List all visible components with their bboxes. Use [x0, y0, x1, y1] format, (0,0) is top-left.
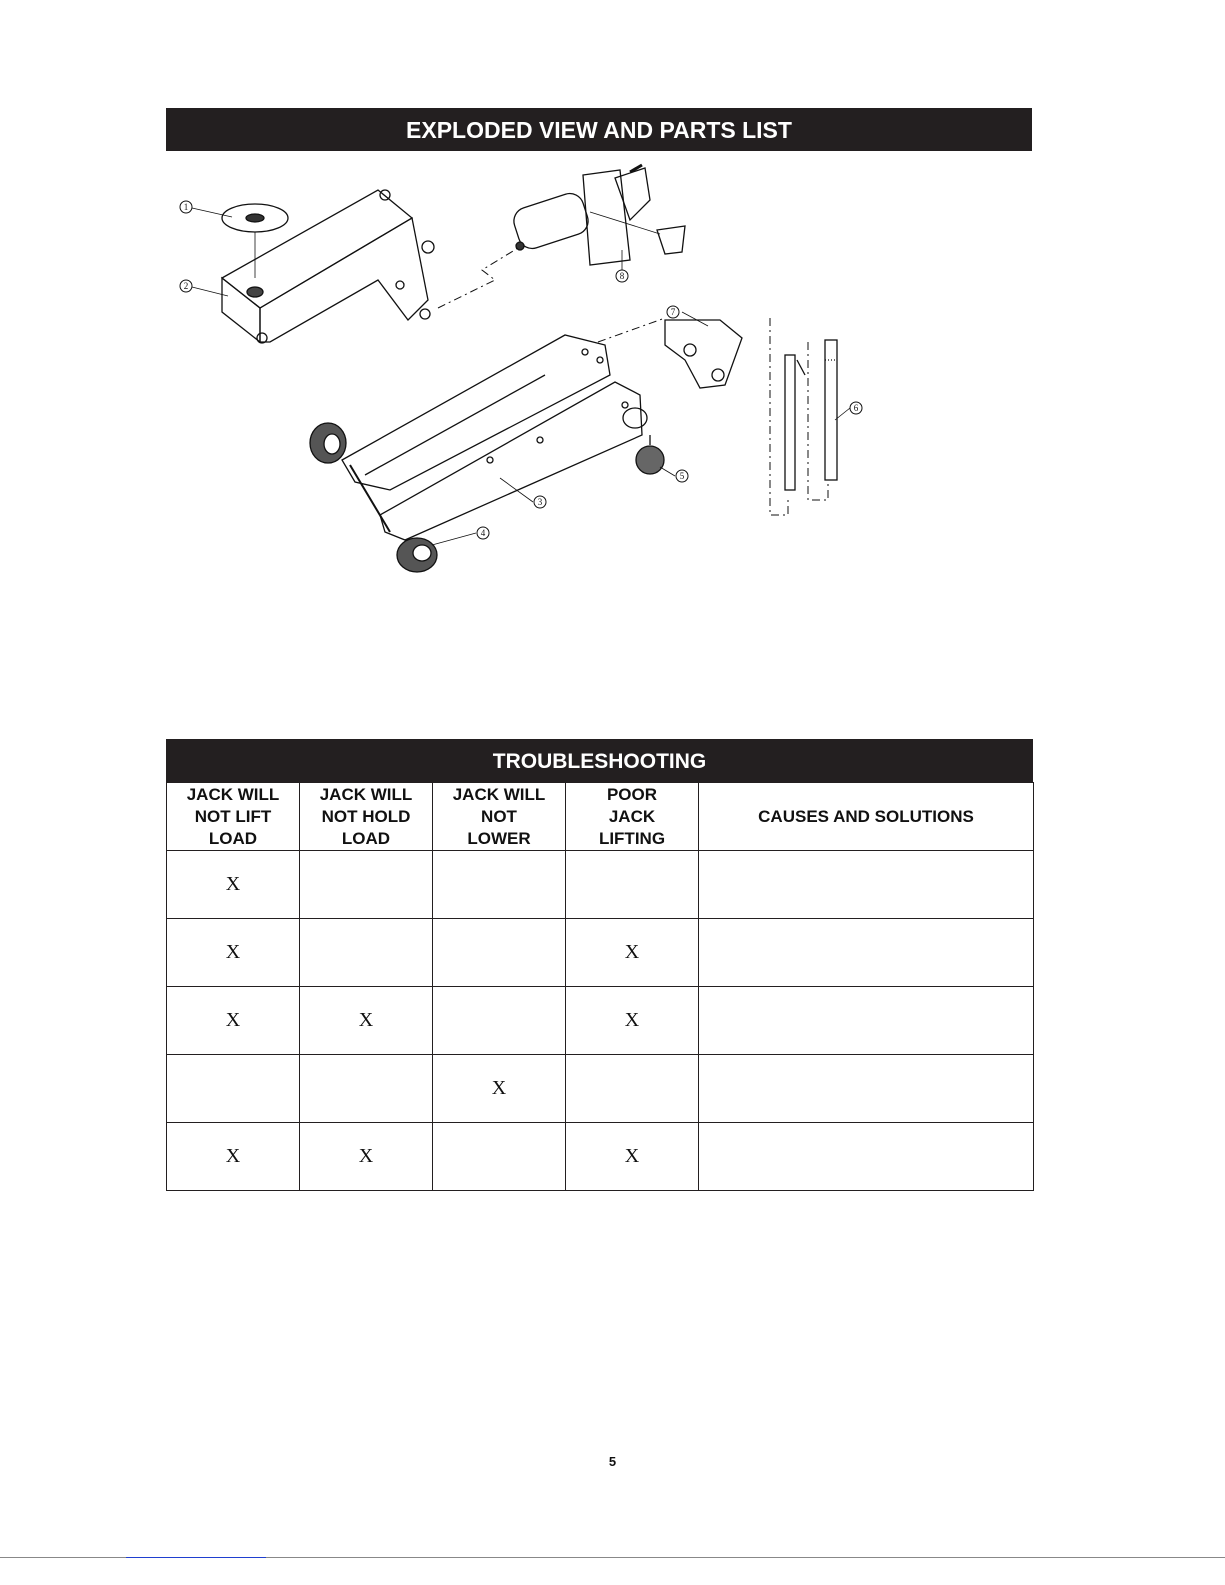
callout-8	[616, 270, 628, 282]
header-not-lower: JACK WILL NOT LOWER	[433, 783, 566, 851]
troubleshooting-title: TROUBLESHOOTING	[166, 739, 1033, 782]
svg-text:1: 1	[183, 202, 189, 212]
header-causes: CAUSES AND SOLUTIONS	[699, 783, 1034, 851]
table-row: X X	[167, 919, 1034, 987]
troubleshooting-section	[166, 739, 1033, 1191]
troubleshooting-table	[166, 782, 1034, 1191]
callout-2	[180, 280, 192, 292]
pump-unit-part	[510, 165, 685, 265]
svg-text:3: 3	[537, 497, 543, 507]
callout-5	[676, 470, 688, 482]
svg-text:8: 8	[619, 271, 625, 281]
caster-part	[636, 435, 664, 474]
lift-arm-part	[222, 190, 434, 343]
callout-4	[477, 527, 489, 539]
svg-text:4: 4	[480, 528, 486, 538]
header-not-lift: JACK WILL NOT LIFT LOAD	[167, 783, 300, 851]
svg-text:7: 7	[670, 307, 676, 317]
table-row: X X X	[167, 987, 1034, 1055]
callout-1	[180, 201, 192, 213]
page-number: 5	[608, 1454, 617, 1469]
table-row: X	[167, 1055, 1034, 1123]
exploded-view-diagram	[160, 160, 960, 590]
handle-part	[785, 340, 837, 490]
header-not-hold: JACK WILL NOT HOLD LOAD	[300, 783, 433, 851]
frame-part	[342, 335, 647, 540]
table-row: X X X	[167, 1123, 1034, 1191]
svg-text:5: 5	[679, 471, 685, 481]
svg-text:6: 6	[853, 403, 859, 413]
saddle-part	[222, 204, 288, 278]
footer-link-underline[interactable]	[126, 1557, 266, 1558]
parts-list-title: EXPLODED VIEW AND PARTS LIST	[166, 108, 1032, 151]
callout-6	[850, 402, 862, 414]
header-row	[167, 783, 1034, 851]
table-row: X	[167, 851, 1034, 919]
callout-7	[667, 306, 679, 318]
header-poor-lifting: POOR JACK LIFTING	[566, 783, 699, 851]
handle-socket-part	[665, 320, 742, 388]
svg-text:2: 2	[183, 281, 189, 291]
callout-3	[534, 496, 546, 508]
